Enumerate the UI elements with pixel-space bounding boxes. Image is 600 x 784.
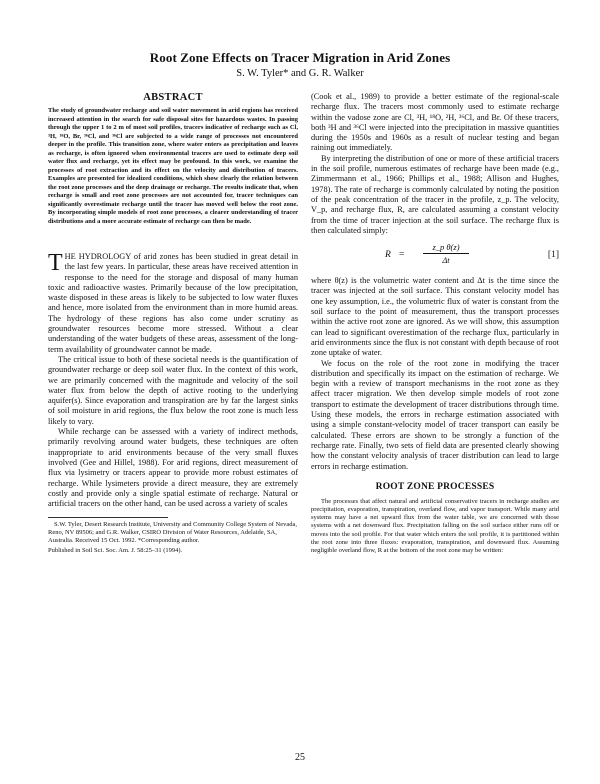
equation-lhs: R xyxy=(385,250,391,261)
left-column xyxy=(48,92,298,555)
page-number: 25 xyxy=(295,752,305,763)
equation-fraction xyxy=(423,242,469,265)
right-column xyxy=(311,92,559,555)
right-paragraph-4: We focus on the role of the root zone in modifying the tracer distribution and specifically its impact on the estimation of recharge. We begin with a review of transport mechanisms in the root zone as they affect tracer migration. We then develop simple models of root zone transport to estimate the development of tracer distributions through time. Using these models, the errors in recharge estimation associated with using a simple constant-velocity model of tracer transport can easily be calculated. These errors are shown to be strongly a function of the recharge rate. Finally, two sets of field data are presented clearly showing how the constant velocity analysis of tracer distribution can lead to large errors in recharge estimation. xyxy=(311,358,559,471)
abstract-spacer xyxy=(48,226,298,252)
equation-1 xyxy=(311,242,559,270)
intro-lead-in: HE HYDROLOGY of arid zones has been studied in xyxy=(64,252,248,261)
paper-authors: S. W. Tyler* and G. R. Walker xyxy=(236,68,364,79)
right-paragraph-1: (Cook et al., 1989) to provide a better estimate of the regional-scale recharge flux. The tracers most commonly used to estimate recharge within the vadose zone are Cl, ³H, ¹⁸O, ²H, ³⁶Cl, and Br. Of these tracers, both ³H and ³⁶Cl were injected into the precipitation in massive quantities during the 1950s and 1960s as a result of nuclear testing and began raining out immediately. xyxy=(311,92,559,153)
publication-note: Published in Soil Sci. Soc. Am. J. 58:25–31 (1994). xyxy=(48,547,183,555)
intro-paragraph-1 xyxy=(48,252,298,355)
section-heading: ROOT ZONE PROCESSES xyxy=(375,481,495,492)
abstract-heading: ABSTRACT xyxy=(143,92,203,103)
equation-sign: = xyxy=(399,250,405,261)
right-paragraph-3: where θ(z) is the volumetric water content and Δt is the time since the tracer was injected at the soil surface. This constant velocity model has one key assumption, i.e., the volumetric flux of water is constant from the soil surface to the point of measurement, thus the transport processes within the active root zone are ignored. As we will show, this assumption can lead to significant overestimation of the recharge flux, particularly in arid environments since the flux is not constant with depth because of root zone uptake of water. xyxy=(311,276,559,358)
right-paragraph-2: By interpreting the distribution of one or more of these artificial tracers in the soil profile, numerous estimates of recharge have been made (e.g., Zimmermann et al., 1966; Phillips et al., 1988; Allison and Hughes, 1978). The rate of recharge is commonly calculated by noting the position of the peak concentration of the tracer in the profile, z_p. The velocity, V_p, and recharge flux, R, are calculated assuming a constant velocity from the time of tracer injection at the soil surface. The recharge flux is then calculated simply: xyxy=(311,153,559,235)
drop-cap: T xyxy=(48,250,63,276)
intro-paragraph-2: The critical issue to both of these societal needs is the quantification of groundwater recharge or deep soil water flux. In the context of this work, we are primarily concerned with the magnitude and velocity of the soil water flux from below the depth of active rooting to the underlying aquifer(s). Since evaporation and transpiration are by far the largest sinks of soil moisture in arid regions, the flux below the root zone is much less likely to vary. xyxy=(48,354,298,426)
equation-numerator: z_p θ(z) xyxy=(423,242,469,254)
abstract-text: The study of groundwater recharge and soil water movement in arid regions has received increased attention in the search for safe disposal sites for hazardous wastes. In passing through the upper 1 to 2 m of most soil profiles, tracers indicative of recharge such as Cl, ³H, ¹⁸O, Br, ³⁶Cl, and ³⁶Cl are subjected to a wide range of processes not encountered deeper in the profile. This transition zone, where water enters as precipitation and leaves as recharge, is often ignored when environmental tracers are used to estimate deep soil water flux and recharge, yet its effect may be profound. In this work, we examine the processes of root extraction and its effect on the velocity and distribution of tracers. Examples are presented for idealized conditions, which show clearly the relation between the root zone processes and the deep drainage or recharge. The results indicate that, when recharge is small and root zone processes are not accounted for, tracer techniques can significantly overestimate recharge until the tracer has moved well below the root zone. By incorporating simple models of root zone processes, a clearer understanding of tracer distributions and a more accurate estimate of recharge can then be made. xyxy=(48,107,298,225)
author-footnote: S.W. Tyler, Desert Research Institute, University and Community College System of Nevada, Reno, NV 89506; and G.R. Walker, CSIRO Division of Water Resources, Adelaide, SA, Australia. Received 15 Oct. 1992. *Corresponding author. xyxy=(48,521,297,545)
equation-denominator: Δt xyxy=(442,255,450,266)
footnote-rule xyxy=(48,517,168,518)
intro-paragraph-1-text: great detail in the last few years. In particular, these areas have received attention in response to the need for the storage and disposal of many human toxic and radioactive wastes. Primarily because of the low precipitation, waste disposed in these areas is likely to be subjected to low water fluxes and hence, more isolated from the environment than in more humid areas. The hydrology of these regions has also come under scrutiny as groundwater resources become more stressed. Without a clear understanding of the water budgets of these areas, assessment of the long-term availability of groundwater cannot be made. xyxy=(48,252,299,354)
equation-number: [1] xyxy=(547,250,559,261)
paper-title: Root Zone Effects on Tracer Migration in Arid Zones xyxy=(149,50,451,65)
intro-paragraph-3: While recharge can be assessed with a variety of indirect methods, primarily revolving around water budgets, these techniques are often inappropriate to arid environments because of the very small fluxes involved (Gee and Hillel, 1988). For arid regions, direct measurement of flux via lysimetry or tracers appear to provide more robust estimates of recharge. While lysimeters provide a direct measure, they are extremely costly and provide only a single spatial estimate of recharge. Natural or artificial tracers on the other hand, can be used across a variety of scales xyxy=(48,427,298,509)
section-paragraph: The processes that affect natural and artificial conservative tracers in recharge studies are precipitation, evaporation, transpiration, overland flow, and vapor transport. While many arid systems may have a net upward flux from the water table, we are concerned with those systems with a net downward flux. Precipitation falling on the soil surface either runs off or moves into the soil profile. For that water which enters the soil profile, it is partitioned within the root zone into three fluxes: evaporation, transpiration, and downward flux. Assuming negligible overland flow, R at the bottom of the root zone may be written: xyxy=(311,497,559,555)
